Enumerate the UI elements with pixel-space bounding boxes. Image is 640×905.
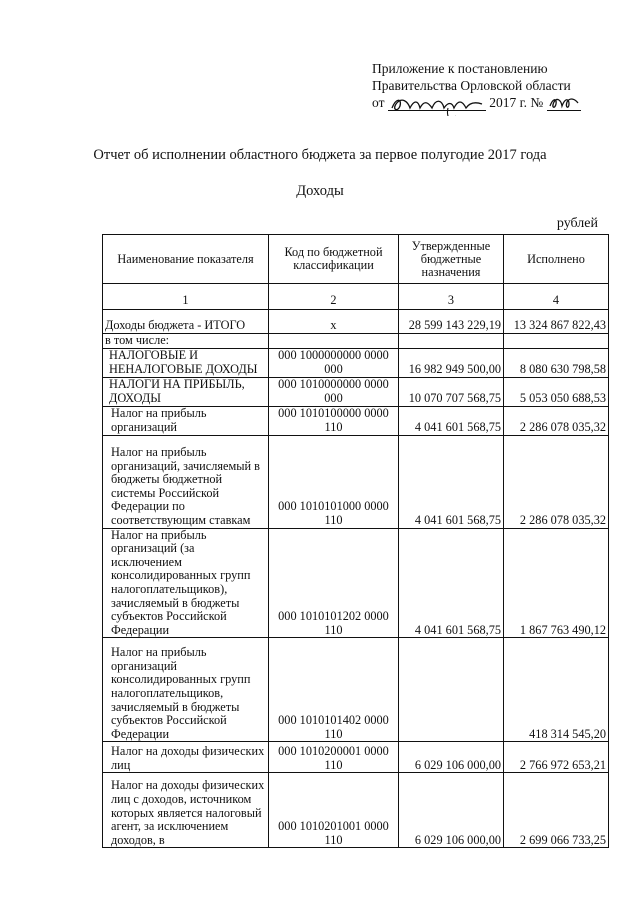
column-header-approved: Утвержденные бюджетные назначения: [399, 235, 504, 284]
row-approved: 6 029 106 000,00: [399, 742, 504, 773]
column-number: 4: [504, 284, 609, 310]
row-code: x: [269, 310, 399, 334]
row-code: 000 1000000000 0000 000: [269, 348, 399, 377]
row-name: НАЛОГИ НА ПРИБЫЛЬ, ДОХОДЫ: [103, 377, 269, 406]
handwritten-date-icon: [388, 94, 486, 111]
row-approved: 28 599 143 229,19: [399, 310, 504, 334]
row-name: Налог на прибыль организаций: [103, 406, 269, 435]
row-code: 000 1010000000 0000 000: [269, 377, 399, 406]
table-row: [103, 742, 609, 773]
row-name: Налог на прибыль организаций консолидированных групп налогоплательщиков, зачисляемый в бюджеты субъектов Российской Федерации: [103, 638, 269, 742]
row-approved: 4 041 601 568,75: [399, 435, 504, 528]
table-row: [103, 310, 609, 334]
units-label: рублей: [556, 216, 598, 231]
row-name: в том числе:: [103, 334, 269, 349]
row-approved: 16 982 949 500,00: [399, 348, 504, 377]
column-number: 3: [399, 284, 504, 310]
handwritten-number-icon: [547, 94, 581, 111]
approval-line-1: Приложение к постановлению: [372, 61, 548, 76]
row-code: 000 1010201001 0000 110: [269, 773, 399, 848]
row-code: 000 1010101402 0000 110: [269, 638, 399, 742]
table-row: [103, 348, 609, 377]
row-executed: 418 314 545,20: [504, 638, 609, 742]
row-executed: 2 699 066 733,25: [504, 773, 609, 848]
row-name: Налог на доходы физических лиц: [103, 742, 269, 773]
row-executed: 1 867 763 490,12: [504, 528, 609, 638]
row-name: Доходы бюджета - ИТОГО: [103, 310, 269, 334]
row-code: 000 1010200001 0000 110: [269, 742, 399, 773]
table-row: [103, 773, 609, 848]
column-number-row: [103, 284, 609, 310]
row-code: 000 1010100000 0000 110: [269, 406, 399, 435]
row-approved: [399, 334, 504, 349]
row-code: 000 1010101202 0000 110: [269, 528, 399, 638]
row-name: Налог на доходы физических лиц с доходов, источником которых является налоговый агент, за исключением доходов, в: [103, 773, 269, 848]
row-name: НАЛОГОВЫЕ И НЕНАЛОГОВЫЕ ДОХОДЫ: [103, 348, 269, 377]
approval-date-line: [372, 94, 612, 111]
column-header-code: Код по бюджетной классификации: [269, 235, 399, 284]
revenue-table: [102, 234, 609, 848]
approval-from-label: от: [372, 95, 385, 110]
column-header-name: Наименование показателя: [103, 235, 269, 284]
row-executed: 2 286 078 035,32: [504, 435, 609, 528]
row-name: Налог на прибыль организаций, зачисляемый в бюджеты бюджетной системы Российской Федерации по соответствующим ставкам: [103, 435, 269, 528]
row-code: 000 1010101000 0000 110: [269, 435, 399, 528]
row-approved: 4 041 601 568,75: [399, 528, 504, 638]
row-code: [269, 334, 399, 349]
column-number: 2: [269, 284, 399, 310]
table-row: [103, 406, 609, 435]
table-row: [103, 435, 609, 528]
row-approved: [399, 638, 504, 742]
row-executed: 2 286 078 035,32: [504, 406, 609, 435]
section-title: Доходы: [296, 183, 344, 199]
table-header-row: [103, 235, 609, 284]
row-executed: 5 053 050 688,53: [504, 377, 609, 406]
table-row: [103, 334, 609, 349]
approval-block: [372, 60, 612, 111]
table-row: [103, 638, 609, 742]
table-row: [103, 377, 609, 406]
row-name: Налог на прибыль организаций (за исключением консолидированных групп налогоплательщиков), зачисляемый в бюджеты субъектов Российской Федерации: [103, 528, 269, 638]
row-executed: [504, 334, 609, 349]
row-approved: 10 070 707 568,75: [399, 377, 504, 406]
row-approved: 4 041 601 568,75: [399, 406, 504, 435]
table-row: [103, 528, 609, 638]
row-executed: 13 324 867 822,43: [504, 310, 609, 334]
approval-year-label: 2017 г. №: [489, 95, 544, 110]
column-header-executed: Исполнено: [504, 235, 609, 284]
document-title: Отчет об исполнении областного бюджета за первое полугодие 2017 года: [93, 147, 547, 163]
row-executed: 2 766 972 653,21: [504, 742, 609, 773]
row-executed: 8 080 630 798,58: [504, 348, 609, 377]
column-number: 1: [103, 284, 269, 310]
row-approved: 6 029 106 000,00: [399, 773, 504, 848]
approval-line-2: Правительства Орловской области: [372, 78, 571, 93]
